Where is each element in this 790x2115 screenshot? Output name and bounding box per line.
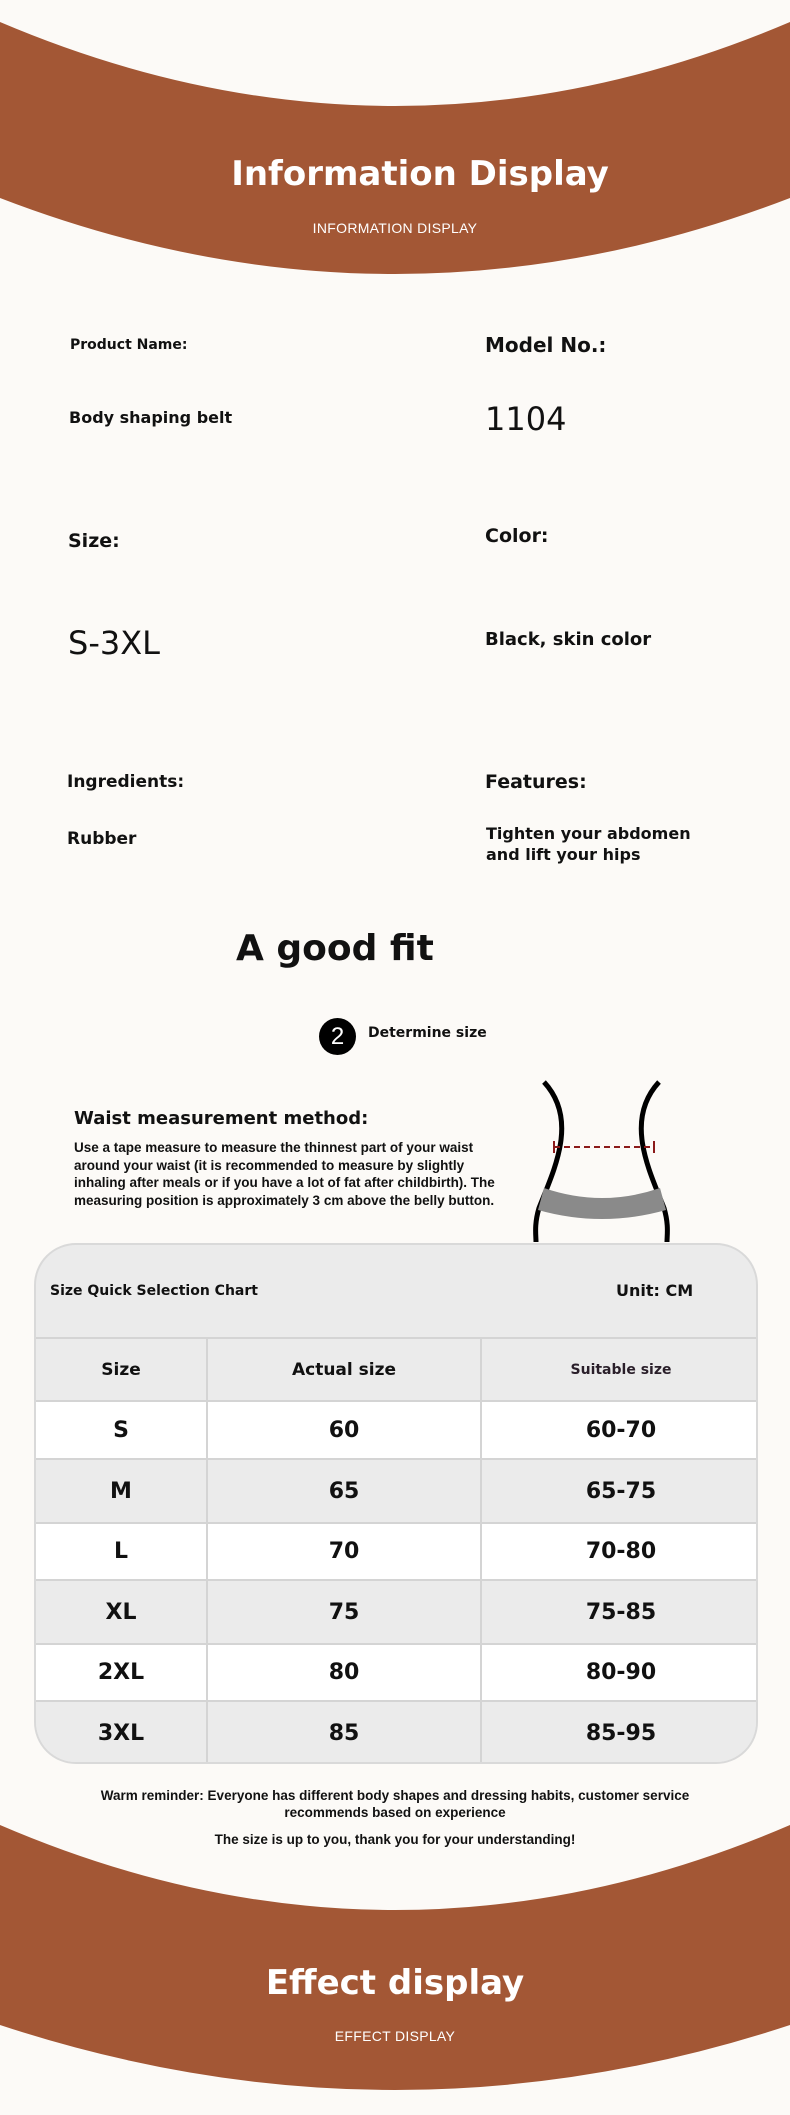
cell-suitable: 70-80	[481, 1523, 758, 1580]
size-chart-unit: Unit: CM	[616, 1281, 694, 1300]
waist-figure-illustration	[524, 1080, 684, 1247]
cell-suitable: 80-90	[481, 1644, 758, 1701]
size-label: Size:	[68, 530, 120, 552]
table-row	[36, 1701, 758, 1764]
size-value: S-3XL	[68, 624, 160, 662]
features-label: Features:	[485, 771, 587, 793]
size-table-header-row	[36, 1338, 758, 1401]
cell-actual: 85	[207, 1701, 481, 1764]
color-value: Black, skin color	[485, 629, 652, 650]
color-label: Color:	[485, 525, 549, 547]
table-row	[36, 1459, 758, 1523]
features-value-line2: and lift your hips	[486, 845, 641, 864]
features-value-line1: Tighten your abdomen	[486, 824, 691, 843]
cell-size: XL	[36, 1580, 207, 1644]
footer-subtitle: EFFECT DISPLAY	[334, 2028, 456, 2044]
product-name-value: Body shaping belt	[69, 408, 233, 427]
col-header-suitable-size: Suitable size	[481, 1338, 758, 1401]
product-name-label: Product Name:	[70, 337, 188, 353]
warm-reminder-text: Warm reminder: Everyone has different body shapes and dressing habits, customer service recommends based on experience	[100, 1788, 690, 1820]
cell-size: 3XL	[36, 1701, 207, 1764]
method-title: Waist measurement method:	[74, 1108, 369, 1129]
step-number-badge: 2	[319, 1018, 356, 1055]
cell-actual: 80	[207, 1644, 481, 1701]
header-subtitle: INFORMATION DISPLAY	[312, 220, 478, 236]
cell-size: 2XL	[36, 1644, 207, 1701]
cell-suitable: 75-85	[481, 1580, 758, 1644]
cell-size: S	[36, 1401, 207, 1459]
footer-band	[0, 1825, 790, 2115]
col-header-actual-size: Actual size	[207, 1338, 481, 1401]
table-row	[36, 1580, 758, 1644]
size-chart	[34, 1243, 758, 1764]
method-text: Use a tape measure to measure the thinnest part of your waist around your waist (it is recommended to measure by slightly inhaling after meals or if you have a lot of fat after childbirth). The measuring position is approximately 3 cm above the belly button.	[74, 1140, 495, 1208]
waist-right-outline	[641, 1082, 667, 1242]
size-table	[36, 1337, 758, 1764]
table-row	[36, 1523, 758, 1580]
reminder-closing-text: The size is up to you, thank you for your understanding!	[214, 1832, 576, 1847]
cell-actual: 70	[207, 1523, 481, 1580]
model-label: Model No.:	[485, 333, 607, 357]
waist-belt-shape	[538, 1188, 666, 1219]
cell-size: L	[36, 1523, 207, 1580]
size-chart-title: Size Quick Selection Chart	[50, 1283, 258, 1299]
cell-suitable: 65-75	[481, 1459, 758, 1523]
header-band-shape	[0, 0, 790, 290]
header-band	[0, 0, 790, 290]
cell-suitable: 60-70	[481, 1401, 758, 1459]
cell-actual: 65	[207, 1459, 481, 1523]
table-row	[36, 1401, 758, 1459]
cell-suitable: 85-95	[481, 1701, 758, 1764]
cell-size: M	[36, 1459, 207, 1523]
fit-title: A good fit	[236, 928, 434, 969]
waist-left-outline	[536, 1082, 562, 1242]
cell-actual: 60	[207, 1401, 481, 1459]
model-value: 1104	[485, 400, 567, 438]
table-row	[36, 1644, 758, 1701]
size-chart-header	[36, 1245, 756, 1337]
footer-title: Effect display	[265, 1963, 525, 2003]
step-label: Determine size	[368, 1025, 487, 1041]
header-title: Information Display	[231, 154, 609, 194]
ingredients-label: Ingredients:	[67, 772, 185, 792]
cell-actual: 75	[207, 1580, 481, 1644]
ingredients-value: Rubber	[67, 829, 137, 849]
col-header-size: Size	[36, 1338, 207, 1401]
